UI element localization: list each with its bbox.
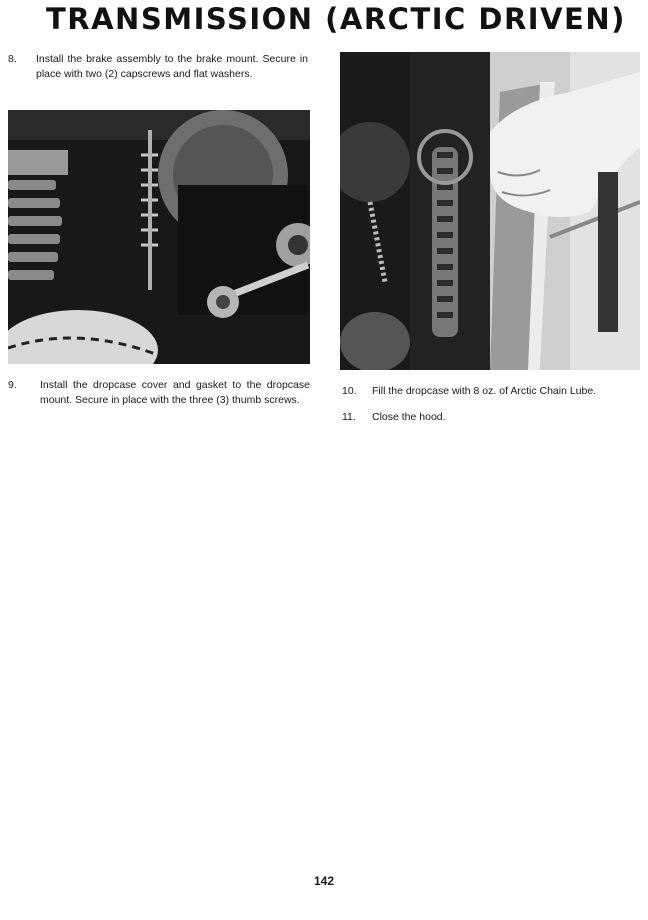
step-number: 9. xyxy=(8,379,17,391)
step-text: Fill the dropcase with 8 oz. of Arctic Chain Lube. xyxy=(372,385,597,397)
page-title: TRANSMISSION (ARCTIC DRIVEN) xyxy=(46,2,626,36)
step-text: Install the dropcase cover and gasket to the dropcase mount. Secure in place with the three (3) thumb screws. xyxy=(40,379,310,406)
step-text: Close the hood. xyxy=(372,411,446,423)
step-number: 10. xyxy=(342,385,357,397)
step-11 xyxy=(342,410,642,426)
step-number: 11. xyxy=(342,411,356,423)
page-number: 142 xyxy=(313,874,335,888)
step-9 xyxy=(8,378,310,426)
step-8 xyxy=(8,52,308,100)
step-number: 8. xyxy=(8,53,17,65)
step-10 xyxy=(342,384,642,400)
step-text: Install the brake assembly to the brake mount. Secure in place with two (2) capscrews and flat washers. xyxy=(36,53,308,80)
brake-assembly-photo xyxy=(8,110,310,364)
dropcase-chain-photo xyxy=(340,52,640,370)
